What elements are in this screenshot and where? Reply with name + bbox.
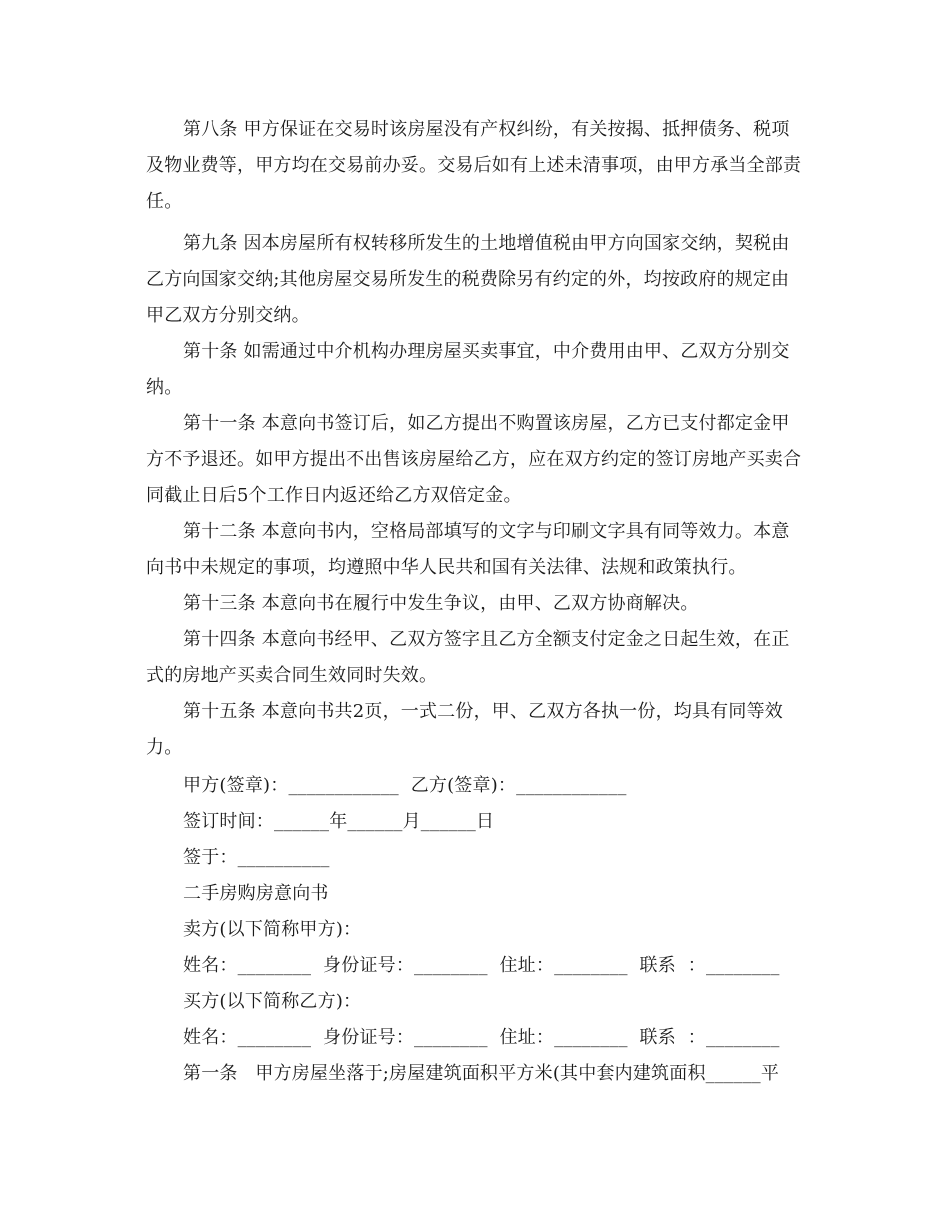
article-1: 第一条 甲方房屋坐落于;房屋建筑面积平方米(其中套内建筑面积______平	[183, 1063, 780, 1084]
article-11: 第十一条 本意向书签订后，如乙方提出不购置该房屋，乙方已支付都定金甲方不予退还。如甲方提出不出售该房屋给乙方，应在双方约定的签订房地产买卖合同截止日后5个工作日内返还给乙方双倍定金。	[146, 413, 802, 506]
article-10: 第十条 如需通过中介机构办理房屋买卖事宜，中介费用由甲、乙双方分别交纳。	[146, 341, 790, 398]
article-9: 第九条 因本房屋所有权转移所发生的土地增值税由甲方向国家交纳，契税由乙方向国家交纳;其他房屋交易所发生的税费除另有约定的外，均按政府的规定由甲乙双方分别交纳。	[146, 233, 790, 326]
buyer-label: 买方(以下简称乙方)：	[183, 991, 362, 1012]
seller-info: 姓名：________ 身份证号：________ 住址：________ 联系 ：________	[183, 955, 780, 976]
article-14: 第十四条 本意向书经甲、乙双方签字且乙方全额支付定金之日起生效，在正式的房地产买卖合同生效同时失效。	[146, 629, 790, 686]
article-12: 第十二条 本意向书内，空格局部填写的文字与印刷文字具有同等效力。本意向书中未规定的事项，均遵照中华人民共和国有关法律、法规和政策执行。	[146, 521, 790, 578]
place-line: 签于：__________	[183, 847, 330, 868]
buyer-info: 姓名：________ 身份证号：________ 住址：________ 联系 ：________	[183, 1027, 780, 1048]
doc-title: 二手房购房意向书	[183, 883, 329, 904]
date-line: 签订时间：______年______月______日	[183, 811, 495, 832]
article-13: 第十三条 本意向书在履行中发生争议，由甲、乙双方协商解决。	[183, 593, 699, 614]
article-15: 第十五条 本意向书共2页，一式二份，甲、乙双方各执一份，均具有同等效力。	[146, 701, 783, 758]
seller-label: 卖方(以下简称甲方)：	[183, 919, 362, 940]
signature-line: 甲方(签章)：____________ 乙方(签章)：____________	[183, 775, 627, 796]
article-8: 第八条 甲方保证在交易时该房屋没有产权纠纷，有关按揭、抵押债务、税项及物业费等，甲方均在交易前办妥。交易后如有上述未清事项，由甲方承当全部责任。	[146, 119, 802, 212]
